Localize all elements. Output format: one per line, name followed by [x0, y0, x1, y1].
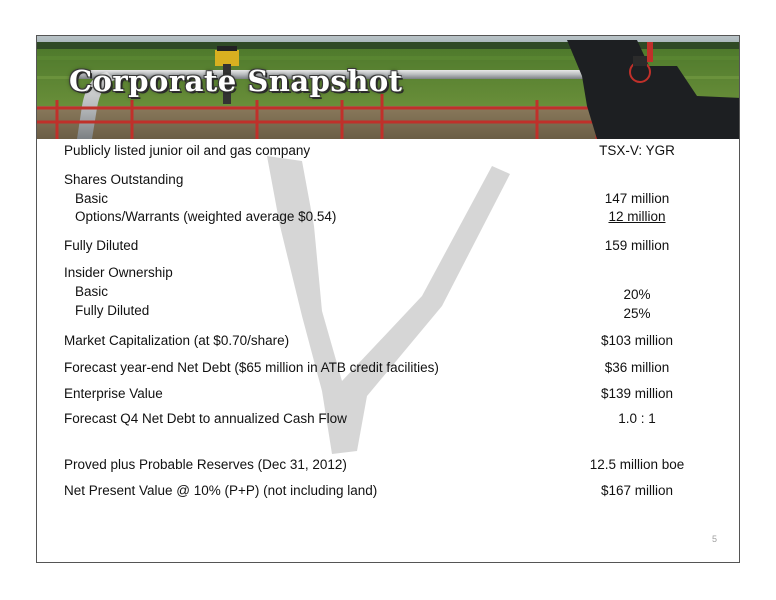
- reserves-value: 12.5 million boe: [589, 457, 685, 472]
- listing-label: Publicly listed junior oil and gas company: [64, 143, 311, 158]
- debt-to-cashflow-label: Forecast Q4 Net Debt to annualized Cash Flow: [64, 411, 347, 426]
- insider-basic-value: 20%: [623, 287, 651, 302]
- listing-value: TSX-V: YGR: [599, 143, 675, 158]
- options-label: Options/Warrants (weighted average $0.54): [75, 209, 337, 224]
- insider-heading: Insider Ownership: [64, 265, 173, 280]
- npv-value: $167 million: [600, 483, 674, 498]
- market-cap-label: Market Capitalization (at $0.70/share): [64, 333, 290, 348]
- reserves-label: Proved plus Probable Reserves (Dec 31, 2012): [64, 457, 347, 472]
- npv-label: Net Present Value @ 10% (P+P) (not including land): [64, 483, 378, 498]
- enterprise-value-value: $139 million: [600, 386, 674, 401]
- fully-diluted-value: 159 million: [604, 238, 670, 253]
- market-cap-value: $103 million: [600, 333, 674, 348]
- page-number: 5: [711, 534, 717, 544]
- debt-to-cashflow-value: 1.0 : 1: [618, 411, 656, 426]
- options-value: 12 million: [608, 209, 666, 224]
- net-debt-label: Forecast year-end Net Debt ($65 million in ATB credit facilities): [64, 360, 439, 375]
- shares-heading: Shares Outstanding: [64, 172, 184, 187]
- banner-photo: [37, 36, 740, 139]
- insider-diluted-value: 25%: [623, 306, 651, 321]
- shares-basic-value: 147 million: [604, 191, 670, 206]
- shares-basic-label: Basic: [75, 191, 109, 206]
- fully-diluted-label: Fully Diluted: [64, 238, 139, 253]
- slide-title: Corporate Snapshot: [69, 64, 403, 98]
- net-debt-value: $36 million: [604, 360, 670, 375]
- insider-diluted-label: Fully Diluted: [75, 303, 150, 318]
- enterprise-value-label: Enterprise Value: [64, 386, 163, 401]
- slide: [36, 35, 740, 563]
- insider-basic-label: Basic: [75, 284, 109, 299]
